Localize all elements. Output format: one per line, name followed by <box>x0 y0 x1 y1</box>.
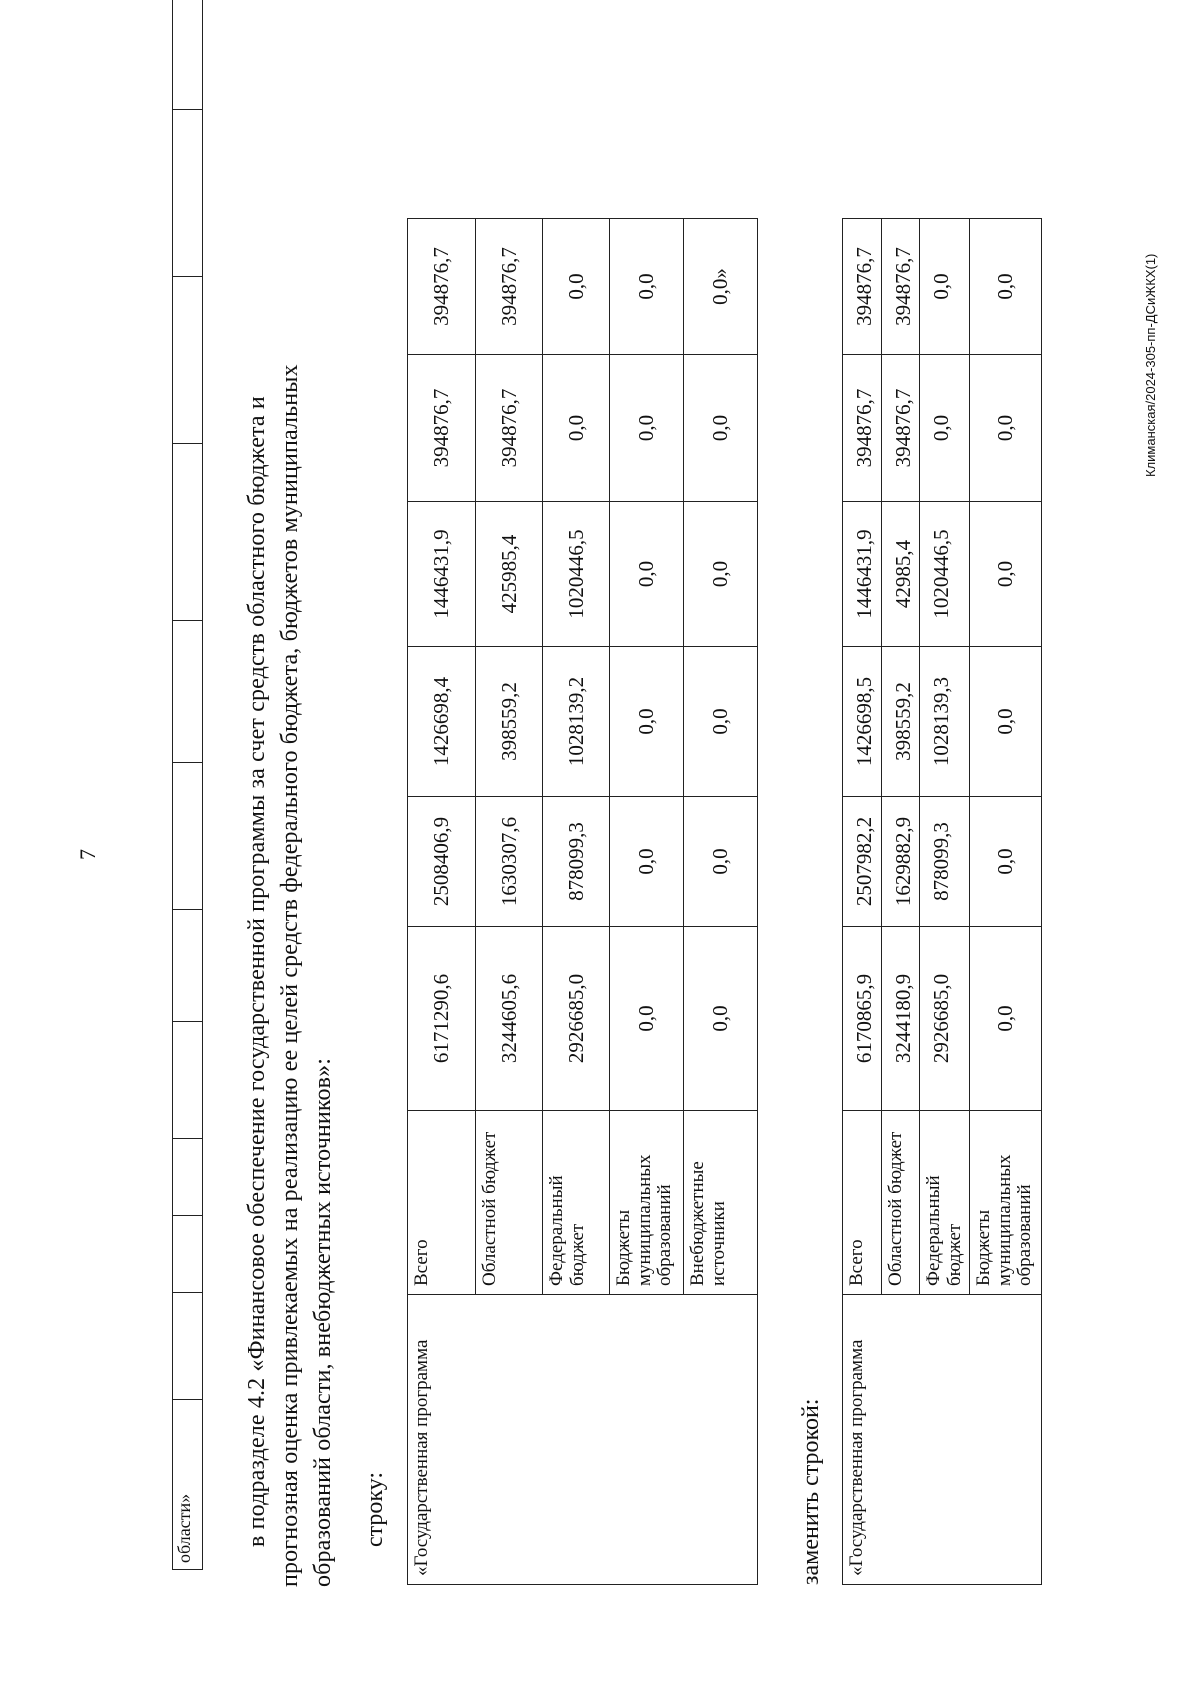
value-cell: 0,0» <box>684 219 758 355</box>
value-cell: 2926685,0 <box>920 927 970 1111</box>
value-cell: 2926685,0 <box>543 927 610 1111</box>
value-cell: 3244180,9 <box>882 927 920 1111</box>
value-cell: 0,0 <box>610 797 684 927</box>
value-cell: 398559,2 <box>476 647 543 797</box>
row-label: Внебюджетные источники <box>684 1111 758 1295</box>
value-cell: 2508406,9 <box>408 797 476 927</box>
value-cell: 0,0 <box>684 502 758 647</box>
top-table-fragment <box>172 0 203 1570</box>
value-cell: 0,0 <box>970 355 1042 502</box>
row-label: Бюджеты муниципальных образований <box>970 1111 1042 1295</box>
value-cell: 0,0 <box>610 502 684 647</box>
program-table-before <box>407 52 758 1585</box>
label-after: заменить строкой: <box>798 1398 824 1585</box>
value-cell: 0,0 <box>970 797 1042 927</box>
paragraph-line: в подразделе 4.2 «Финансовое обеспечение государственной программы за счет средств областного бюджета и <box>244 396 270 1547</box>
value-cell: 394876,7 <box>843 355 882 502</box>
value-cell: 0,0 <box>684 927 758 1111</box>
top-table-cell <box>173 277 203 444</box>
top-table-cell <box>173 910 203 1022</box>
value-cell: 394876,7 <box>476 355 543 502</box>
value-cell: 1020446,5 <box>920 502 970 647</box>
value-cell: 0,0 <box>920 219 970 355</box>
value-cell: 3244605,6 <box>476 927 543 1111</box>
value-cell: 394876,7 <box>476 219 543 355</box>
table-row <box>408 53 476 1585</box>
top-table-cell <box>173 1216 203 1293</box>
value-cell: 0,0 <box>610 219 684 355</box>
value-cell: 6170865,9 <box>843 927 882 1111</box>
value-cell: 394876,7 <box>882 355 920 502</box>
value-cell: 394876,7 <box>882 219 920 355</box>
value-cell: 394876,7 <box>408 219 476 355</box>
row-label: Всего <box>843 1111 882 1295</box>
value-cell: 2507982,2 <box>843 797 882 927</box>
top-table-cell <box>173 763 203 910</box>
document-footer-code: Климанская/2024-305-пп-ДСиЖКХ(1) <box>1143 253 1158 477</box>
value-cell: 0,0 <box>970 927 1042 1111</box>
value-cell: 0,0 <box>543 219 610 355</box>
value-cell: 0,0 <box>970 647 1042 797</box>
value-cell: 1446431,9 <box>408 502 476 647</box>
row-label: Всего <box>408 1111 476 1295</box>
value-cell: 398559,2 <box>882 647 920 797</box>
label-before: строку: <box>362 1471 388 1547</box>
row-label: Бюджеты муниципальных образований <box>610 1111 684 1295</box>
program-title-cell: «Государственная программа <box>408 1295 758 1585</box>
row-label: Областной бюджет <box>882 1111 920 1295</box>
paragraph-line: образований области, внебюджетных источников»: <box>310 1057 336 1587</box>
value-cell: 0,0 <box>543 355 610 502</box>
top-table-cell <box>173 621 203 763</box>
value-cell: 394876,7 <box>408 355 476 502</box>
program-title-cell: «Государственная программа <box>843 1295 1042 1585</box>
top-table-first-cell: области» <box>173 1400 203 1570</box>
value-cell: 1028139,2 <box>543 647 610 797</box>
value-cell: 6171290,6 <box>408 927 476 1111</box>
value-cell: 1028139,3 <box>920 647 970 797</box>
value-cell: 0,0 <box>920 355 970 502</box>
paragraph-line: прогнозная оценка привлекаемых на реализацию ее целей средств федерального бюджета, бюджетов муниципальных <box>277 364 303 1587</box>
value-cell: 1426698,5 <box>843 647 882 797</box>
program-table-after <box>842 52 1042 1585</box>
table-row <box>843 53 882 1585</box>
value-cell: 878099,3 <box>920 797 970 927</box>
top-table-cell <box>173 1139 203 1216</box>
value-cell: 0,0 <box>684 355 758 502</box>
value-cell: 394876,7 <box>843 219 882 355</box>
value-cell: 0,0 <box>684 647 758 797</box>
value-cell: 1630307,6 <box>476 797 543 927</box>
value-cell: 0,0 <box>970 502 1042 647</box>
value-cell: 0,0 <box>610 355 684 502</box>
top-table-cell <box>173 0 203 110</box>
value-cell: 1426698,4 <box>408 647 476 797</box>
row-label: Федеральный бюджет <box>543 1111 610 1295</box>
top-table-cell <box>173 110 203 277</box>
top-table-cell <box>173 1022 203 1139</box>
value-cell: 1020446,5 <box>543 502 610 647</box>
value-cell: 0,0 <box>610 927 684 1111</box>
value-cell: 0,0 <box>970 219 1042 355</box>
value-cell: 42985,4 <box>882 502 920 647</box>
value-cell: 1629882,9 <box>882 797 920 927</box>
value-cell: 878099,3 <box>543 797 610 927</box>
value-cell: 1446431,9 <box>843 502 882 647</box>
top-table-cell <box>173 1293 203 1400</box>
top-table-cell <box>173 444 203 621</box>
value-cell: 0,0 <box>684 797 758 927</box>
row-label: Областной бюджет <box>476 1111 543 1295</box>
page-number: 7 <box>75 849 100 860</box>
value-cell: 0,0 <box>610 647 684 797</box>
row-label: Федеральный бюджет <box>920 1111 970 1295</box>
value-cell: 425985,4 <box>476 502 543 647</box>
